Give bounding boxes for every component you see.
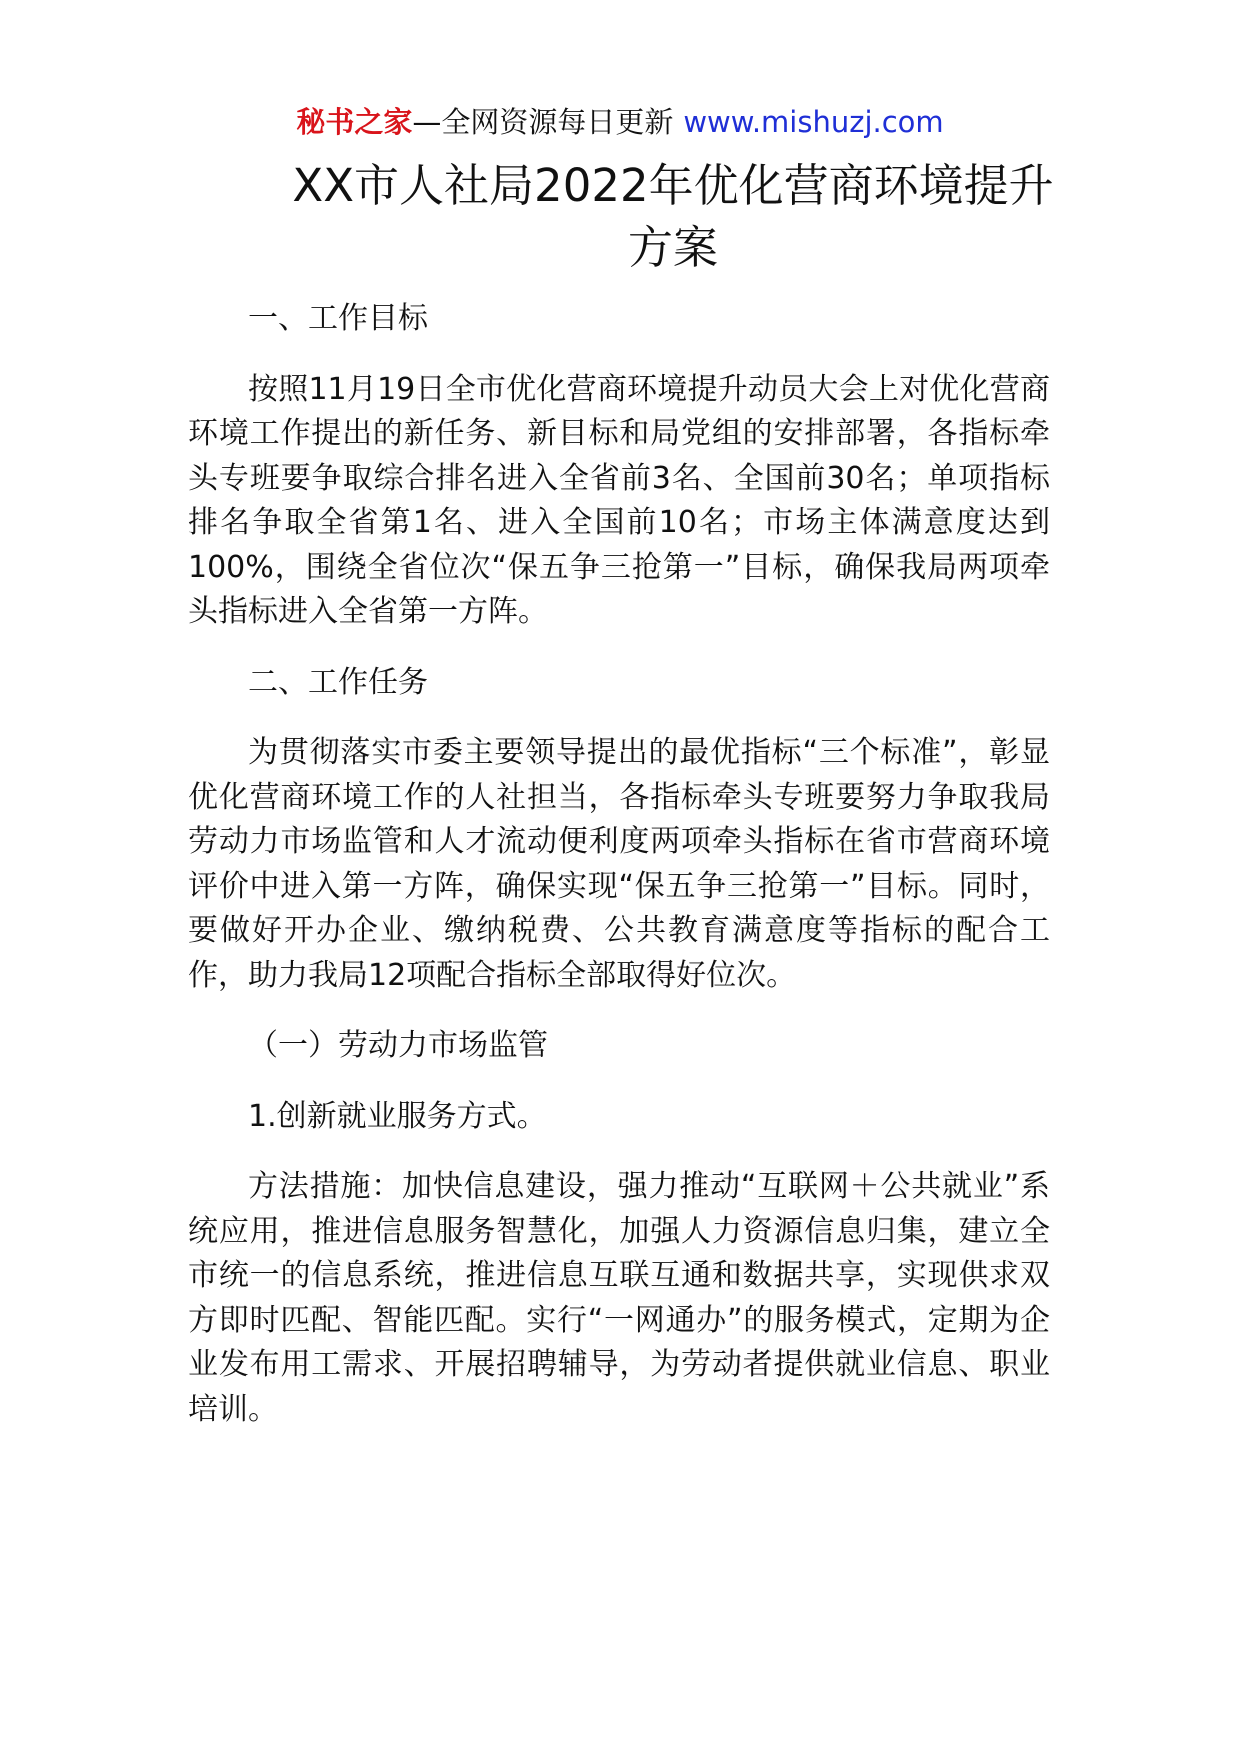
paragraph-methods-measures: 方法措施：加快信息建设，强力推动“互联网＋公共就业”系统应用，推进信息服务智慧化，加强人力资源信息归集，建立全市统一的信息系统，推进信息互联互通和数据共享，实现供求双方即时匹配、智能匹配。实行“一网通办”的服务模式，定期为企业发布用工需求、开展招聘辅导，为劳动者提供就业信息、职业培训。 <box>188 1169 1050 1427</box>
paragraph-work-tasks: 为贯彻落实市委主要领导提出的最优指标“三个标准”，彰显优化营商环境工作的人社担当，各指标牵头专班要努力争取我局劳动力市场监管和人才流动便利度两项牵头指标在省市营商环境评价中进入第一方阵，确保实现“保五争三抢第一”目标。同时，要做好开办企业、缴纳税费、公共教育满意度等指标的配合工作，助力我局12项配合指标全部取得好位次。 <box>188 735 1050 993</box>
document-title: XX市人社局2022年优化营商环境提升方案 <box>292 159 1054 274</box>
section-heading-work-goals: 一、工作目标 <box>248 301 428 336</box>
banner-brand: 秘书之家 <box>296 105 413 139</box>
section-heading-work-tasks: 二、工作任务 <box>248 664 428 700</box>
paragraph-work-goals: 按照11月19日全市优化营商环境提升动员大会上对优化营商环境工作提出的新任务、新目标和局党组的安排部署，各指标牵头专班要争取综合排名进入全省前3名、全国前30名；单项指标排名争取全省第1名、进入全国前10名；市场主体满意度达到100%，围绕全省位次“保五争三抢第一”目标，确保我局两项牵头指标进入全省第一方阵。 <box>188 371 1050 629</box>
subsection-heading-labor-market: （一）劳动力市场监管 <box>248 1028 548 1063</box>
item-heading-employment-service: 1.创新就业服务方式。 <box>248 1098 547 1134</box>
banner-tagline: —全网资源每日更新 <box>412 105 674 139</box>
banner-url-link[interactable]: www.mishuzj.com <box>683 105 944 139</box>
document-body <box>188 297 1050 1458</box>
site-banner <box>0 100 1240 144</box>
